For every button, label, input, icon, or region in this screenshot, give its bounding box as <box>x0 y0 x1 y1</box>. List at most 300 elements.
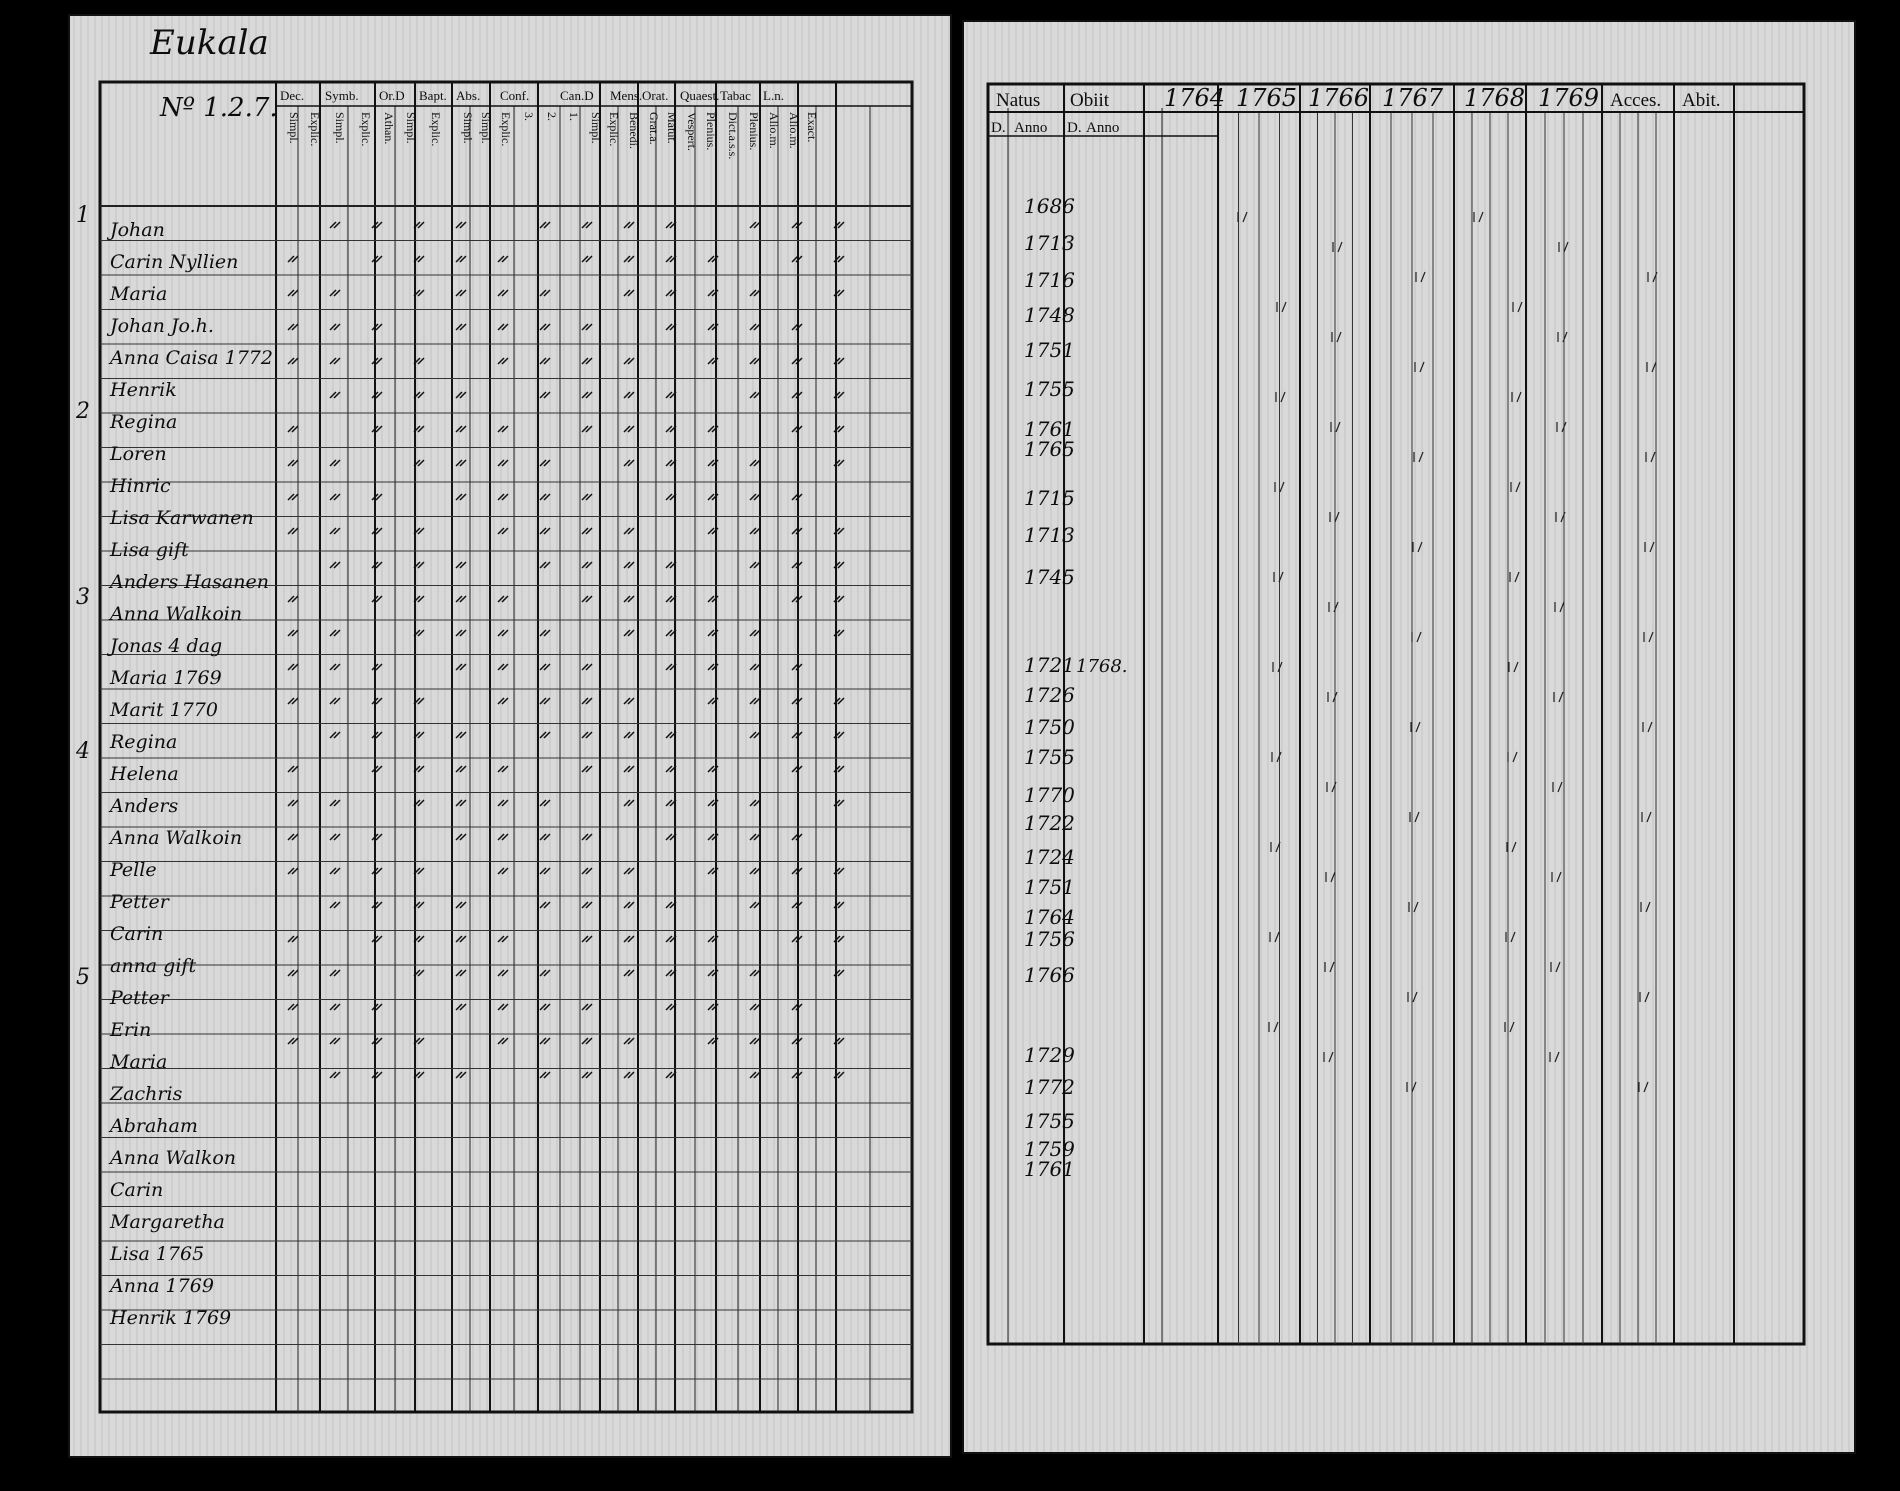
household-number: 3 <box>76 585 90 610</box>
check-mark <box>372 392 382 398</box>
check-mark <box>624 392 634 398</box>
check-mark <box>330 834 340 840</box>
check-mark <box>330 562 340 568</box>
check-mark <box>372 834 382 840</box>
check-mark <box>372 868 382 874</box>
check-mark <box>582 392 592 398</box>
check-mark <box>750 324 760 330</box>
check-mark <box>540 664 550 670</box>
entry-name: Anna 1769 <box>110 1275 214 1297</box>
check-mark <box>750 222 760 228</box>
check-mark <box>330 494 340 500</box>
pencil-mark <box>1332 332 1341 342</box>
check-mark <box>372 256 382 262</box>
check-mark <box>624 256 634 262</box>
pencil-mark <box>1328 692 1337 702</box>
entry-name: Loren <box>110 443 167 465</box>
check-mark <box>498 834 508 840</box>
check-mark <box>288 664 298 670</box>
birth-year: 1686 <box>1024 194 1075 218</box>
column-subheader: Simpl. <box>479 112 493 144</box>
pencil-mark <box>1646 452 1655 462</box>
entry-name: Abraham <box>110 1115 198 1137</box>
entry-name: Maria <box>110 1051 168 1073</box>
column-header: Or.D <box>379 88 405 103</box>
check-mark <box>288 426 298 432</box>
check-mark <box>750 562 760 568</box>
check-mark <box>540 800 550 806</box>
check-mark <box>288 800 298 806</box>
pencil-mark <box>1640 992 1649 1002</box>
column-header: 1768 <box>1464 84 1526 112</box>
check-mark <box>330 460 340 466</box>
birth-year: 1765 <box>1024 437 1075 461</box>
column-subheader: 1. <box>567 112 581 121</box>
check-mark <box>330 528 340 534</box>
check-mark <box>540 324 550 330</box>
check-mark <box>456 800 466 806</box>
check-mark <box>540 834 550 840</box>
check-mark <box>456 392 466 398</box>
birth-year: 1713 <box>1024 231 1075 255</box>
check-mark <box>288 358 298 364</box>
pencil-mark <box>1553 782 1562 792</box>
column-subheader: Alio.m. <box>787 112 801 149</box>
birth-year: 1756 <box>1024 927 1075 951</box>
check-mark <box>330 1004 340 1010</box>
column-subheader: 2. <box>545 112 559 121</box>
birth-year: 1764 <box>1024 905 1075 929</box>
check-mark <box>582 528 592 534</box>
entry-name: Erin <box>110 1019 152 1041</box>
check-mark <box>624 766 634 772</box>
household-number: 1 <box>76 203 90 228</box>
pencil-mark <box>1269 1022 1278 1032</box>
column-subheader: Plenius. <box>704 112 718 151</box>
entry-name: Petter <box>110 891 169 913</box>
entry-name: Zachris <box>110 1083 183 1105</box>
check-mark <box>288 256 298 262</box>
check-mark <box>498 324 508 330</box>
column-subheader: Simpl. <box>589 112 603 144</box>
check-mark <box>750 1004 760 1010</box>
check-mark <box>540 528 550 534</box>
check-mark <box>750 1072 760 1078</box>
check-mark <box>582 324 592 330</box>
check-mark <box>624 630 634 636</box>
check-mark <box>372 1072 382 1078</box>
column-header: Can.D <box>560 88 594 103</box>
check-mark <box>750 460 760 466</box>
entry-name: anna gift <box>110 955 197 977</box>
column-subheader: Simpl. <box>333 112 347 144</box>
entry-name: Carin <box>110 1179 164 1201</box>
check-mark <box>498 460 508 466</box>
column-header: Conf. <box>500 88 530 103</box>
birth-year: 1724 <box>1024 845 1075 869</box>
check-mark <box>498 868 508 874</box>
check-mark <box>582 664 592 670</box>
check-mark <box>288 630 298 636</box>
check-mark <box>750 392 760 398</box>
check-mark <box>750 868 760 874</box>
check-mark <box>288 766 298 772</box>
check-mark <box>498 800 508 806</box>
check-mark <box>498 698 508 704</box>
entry-name: Anna Walkon <box>110 1147 237 1169</box>
check-mark <box>288 324 298 330</box>
entry-name: Lisa gift <box>110 539 189 561</box>
check-mark <box>372 528 382 534</box>
check-mark <box>288 698 298 704</box>
column-header: 1764 <box>1164 84 1226 112</box>
check-mark <box>456 732 466 738</box>
birth-year: 1750 <box>1024 715 1075 739</box>
check-mark <box>498 426 508 432</box>
column-subheader: Alio.m. <box>767 112 781 149</box>
check-mark <box>582 1072 592 1078</box>
left-page <box>68 14 952 1458</box>
check-mark <box>330 392 340 398</box>
entry-name: Carin <box>110 923 164 945</box>
column-subheader: D. <box>1067 120 1082 136</box>
check-mark <box>456 936 466 942</box>
column-header: Abit. <box>1682 90 1721 111</box>
check-mark <box>540 290 550 296</box>
column-header: Natus <box>996 90 1041 111</box>
entry-name: Jonas 4 dag <box>110 635 223 657</box>
pencil-mark <box>1413 542 1422 552</box>
check-mark <box>540 902 550 908</box>
pencil-mark <box>1647 362 1656 372</box>
birth-year: 1748 <box>1024 303 1075 327</box>
check-mark <box>330 868 340 874</box>
birth-year: 1761 <box>1024 417 1075 441</box>
entry-name: Margaretha <box>110 1211 225 1233</box>
column-header: L.n. <box>763 88 784 103</box>
column-header: Quaest. <box>680 88 720 103</box>
check-mark <box>582 902 592 908</box>
check-mark <box>624 1072 634 1078</box>
check-mark <box>624 290 634 296</box>
birth-year: 1751 <box>1024 338 1075 362</box>
check-mark <box>582 426 592 432</box>
check-mark <box>624 698 634 704</box>
column-header: 1765 <box>1236 84 1298 112</box>
column-subheader: Athan. <box>382 112 396 145</box>
entry-name: Henrik 1769 <box>110 1307 232 1329</box>
birth-year: 1721 <box>1024 653 1075 677</box>
column-subheader: Anno <box>1086 120 1120 136</box>
check-mark <box>624 222 634 228</box>
check-mark <box>582 868 592 874</box>
column-subheader: Explic. <box>429 112 443 147</box>
check-mark <box>540 392 550 398</box>
check-mark <box>750 290 760 296</box>
birth-year: 1766 <box>1024 963 1075 987</box>
check-mark <box>750 834 760 840</box>
check-mark <box>456 324 466 330</box>
check-mark <box>456 630 466 636</box>
check-mark <box>624 732 634 738</box>
check-mark <box>372 1004 382 1010</box>
check-mark <box>750 800 760 806</box>
column-header: Obiit <box>1070 90 1110 111</box>
check-mark <box>372 698 382 704</box>
check-mark <box>330 970 340 976</box>
column-header: Dec. <box>280 88 305 103</box>
pencil-mark <box>1555 602 1564 612</box>
check-mark <box>540 698 550 704</box>
entry-name: Anna Walkoin <box>110 827 243 849</box>
check-mark <box>540 494 550 500</box>
column-header: 1767 <box>1382 84 1444 112</box>
check-mark <box>582 834 592 840</box>
household-number: 5 <box>76 965 90 990</box>
check-mark <box>498 256 508 262</box>
pencil-mark <box>1639 1082 1648 1092</box>
entry-name: Pelle <box>110 859 157 881</box>
check-mark <box>372 358 382 364</box>
check-mark <box>750 664 760 670</box>
check-mark <box>582 256 592 262</box>
check-mark <box>372 596 382 602</box>
check-mark <box>582 936 592 942</box>
check-mark <box>330 800 340 806</box>
check-mark <box>372 562 382 568</box>
check-mark <box>372 324 382 330</box>
household-number: 2 <box>76 399 90 424</box>
check-mark <box>750 970 760 976</box>
check-mark <box>540 970 550 976</box>
check-mark <box>330 222 340 228</box>
check-mark <box>624 358 634 364</box>
check-mark <box>456 766 466 772</box>
entry-name: Lisa 1765 <box>110 1243 205 1265</box>
check-mark <box>288 970 298 976</box>
check-mark <box>288 290 298 296</box>
entry-name: Hinric <box>110 475 171 497</box>
check-mark <box>498 936 508 942</box>
check-mark <box>456 460 466 466</box>
check-mark <box>624 902 634 908</box>
check-mark <box>624 528 634 534</box>
check-mark <box>288 528 298 534</box>
entry-name: Carin Nyllien <box>110 251 239 273</box>
check-mark <box>624 936 634 942</box>
check-mark <box>330 698 340 704</box>
column-subheader: Exact. <box>805 112 819 143</box>
check-mark <box>456 1004 466 1010</box>
register-frame <box>988 84 1804 1344</box>
birth-year: 1761 <box>1024 1157 1075 1181</box>
check-mark <box>456 494 466 500</box>
check-mark <box>498 494 508 500</box>
column-header: Acces. <box>1610 90 1662 111</box>
check-mark <box>624 970 634 976</box>
check-mark <box>624 800 634 806</box>
birth-year: 1726 <box>1024 683 1075 707</box>
household-number: 4 <box>76 739 90 764</box>
check-mark <box>582 222 592 228</box>
death-year: 1768. <box>1076 656 1128 677</box>
check-mark <box>288 834 298 840</box>
check-mark <box>540 358 550 364</box>
check-mark <box>624 596 634 602</box>
check-mark <box>456 834 466 840</box>
column-subheader: D. <box>991 120 1006 136</box>
check-mark <box>498 1004 508 1010</box>
check-mark <box>498 528 508 534</box>
check-mark <box>288 596 298 602</box>
column-header: 1766 <box>1308 84 1370 112</box>
check-mark <box>456 222 466 228</box>
check-mark <box>372 902 382 908</box>
check-mark <box>540 630 550 636</box>
check-mark <box>582 562 592 568</box>
birth-year: 1713 <box>1024 523 1075 547</box>
check-mark <box>456 1072 466 1078</box>
check-mark <box>540 1004 550 1010</box>
check-mark <box>456 426 466 432</box>
village-title: Eukala <box>150 23 269 63</box>
column-subheader: Matut. <box>665 112 679 144</box>
column-subheader: Grat.a. <box>647 112 661 145</box>
check-mark <box>372 1038 382 1044</box>
check-mark <box>624 868 634 874</box>
column-subheader: Simpl. <box>287 112 301 144</box>
birth-year: 1729 <box>1024 1043 1075 1067</box>
column-header: Symb. <box>325 88 359 103</box>
pencil-mark <box>1644 632 1653 642</box>
column-header: Abs. <box>456 88 481 103</box>
check-mark <box>624 562 634 568</box>
column-subheader: Vespert. <box>685 112 699 151</box>
check-mark <box>750 1038 760 1044</box>
entry-name: Henrik <box>110 379 177 401</box>
birth-year: 1755 <box>1024 745 1075 769</box>
entry-name: Anders <box>110 795 179 817</box>
pencil-mark <box>1511 482 1520 492</box>
check-mark <box>498 358 508 364</box>
check-mark <box>498 1038 508 1044</box>
column-header: Orat. <box>642 88 669 103</box>
pencil-mark <box>1325 962 1334 972</box>
column-subheader: Explic. <box>308 112 322 147</box>
pencil-mark <box>1513 302 1522 312</box>
column-subheader: Simpl. <box>404 112 418 144</box>
column-header: Tabac <box>720 88 751 103</box>
column-header: Mens. <box>610 88 643 103</box>
check-mark <box>750 528 760 534</box>
check-mark <box>540 1072 550 1078</box>
check-mark <box>288 1038 298 1044</box>
column-subheader: Dict.a.s.s. <box>726 112 740 160</box>
birth-year: 1722 <box>1024 811 1075 835</box>
birth-year: 1772 <box>1024 1075 1075 1099</box>
check-mark <box>582 596 592 602</box>
check-mark <box>372 664 382 670</box>
check-mark <box>288 494 298 500</box>
entry-name: Helena <box>110 763 179 785</box>
check-mark <box>372 936 382 942</box>
birth-year: 1715 <box>1024 486 1075 510</box>
column-subheader: Simpl. <box>461 112 475 144</box>
column-subheader: Explic. <box>359 112 373 147</box>
check-mark <box>540 562 550 568</box>
check-mark <box>330 324 340 330</box>
check-mark <box>498 630 508 636</box>
check-mark <box>372 222 382 228</box>
check-mark <box>750 630 760 636</box>
right-page-grid <box>964 22 1854 1452</box>
entry-name: Anders Hasanen <box>110 571 269 593</box>
pencil-mark <box>1276 392 1285 402</box>
pencil-mark <box>1506 932 1515 942</box>
entry-name: Regina <box>110 731 178 753</box>
birth-year: 1745 <box>1024 565 1075 589</box>
check-mark <box>330 732 340 738</box>
entry-name: Maria 1769 <box>110 667 222 689</box>
check-mark <box>330 1038 340 1044</box>
birth-year: 1759 <box>1024 1137 1075 1161</box>
pencil-mark <box>1273 662 1282 672</box>
pencil-mark <box>1552 872 1561 882</box>
check-mark <box>540 732 550 738</box>
check-mark <box>540 222 550 228</box>
entry-name: Maria <box>110 283 168 305</box>
check-mark <box>750 358 760 364</box>
check-mark <box>582 1004 592 1010</box>
column-subheader: 3. <box>522 112 536 121</box>
birth-year: 1755 <box>1024 377 1075 401</box>
column-subheader: Explic. <box>607 112 621 147</box>
check-mark <box>372 494 382 500</box>
register-number: Nº 1.2.7. <box>160 93 278 123</box>
pencil-mark <box>1238 212 1247 222</box>
check-mark <box>498 766 508 772</box>
check-mark <box>456 562 466 568</box>
left-page-grid <box>70 16 950 1456</box>
check-mark <box>498 664 508 670</box>
check-mark <box>582 1038 592 1044</box>
check-mark <box>330 1072 340 1078</box>
entry-name: Anna Walkoin <box>110 603 243 625</box>
check-mark <box>330 664 340 670</box>
check-mark <box>456 664 466 670</box>
check-mark <box>330 290 340 296</box>
check-mark <box>330 630 340 636</box>
entry-name: Johan Jo.h. <box>110 315 214 337</box>
check-mark <box>372 766 382 772</box>
entry-name: Johan <box>110 219 165 241</box>
check-mark <box>540 868 550 874</box>
check-mark <box>288 868 298 874</box>
entry-name: Lisa Karwanen <box>110 507 254 529</box>
check-mark <box>540 1038 550 1044</box>
entry-name: Regina <box>110 411 178 433</box>
pencil-mark <box>1412 632 1421 642</box>
check-mark <box>456 902 466 908</box>
check-mark <box>372 426 382 432</box>
birth-year: 1755 <box>1024 1109 1075 1133</box>
column-header: Bapt. <box>419 88 447 103</box>
entry-name: Anna Caisa 1772 <box>110 347 273 369</box>
check-mark <box>582 766 592 772</box>
check-mark <box>582 732 592 738</box>
column-subheader: Explic. <box>499 112 513 147</box>
pencil-mark <box>1329 602 1338 612</box>
